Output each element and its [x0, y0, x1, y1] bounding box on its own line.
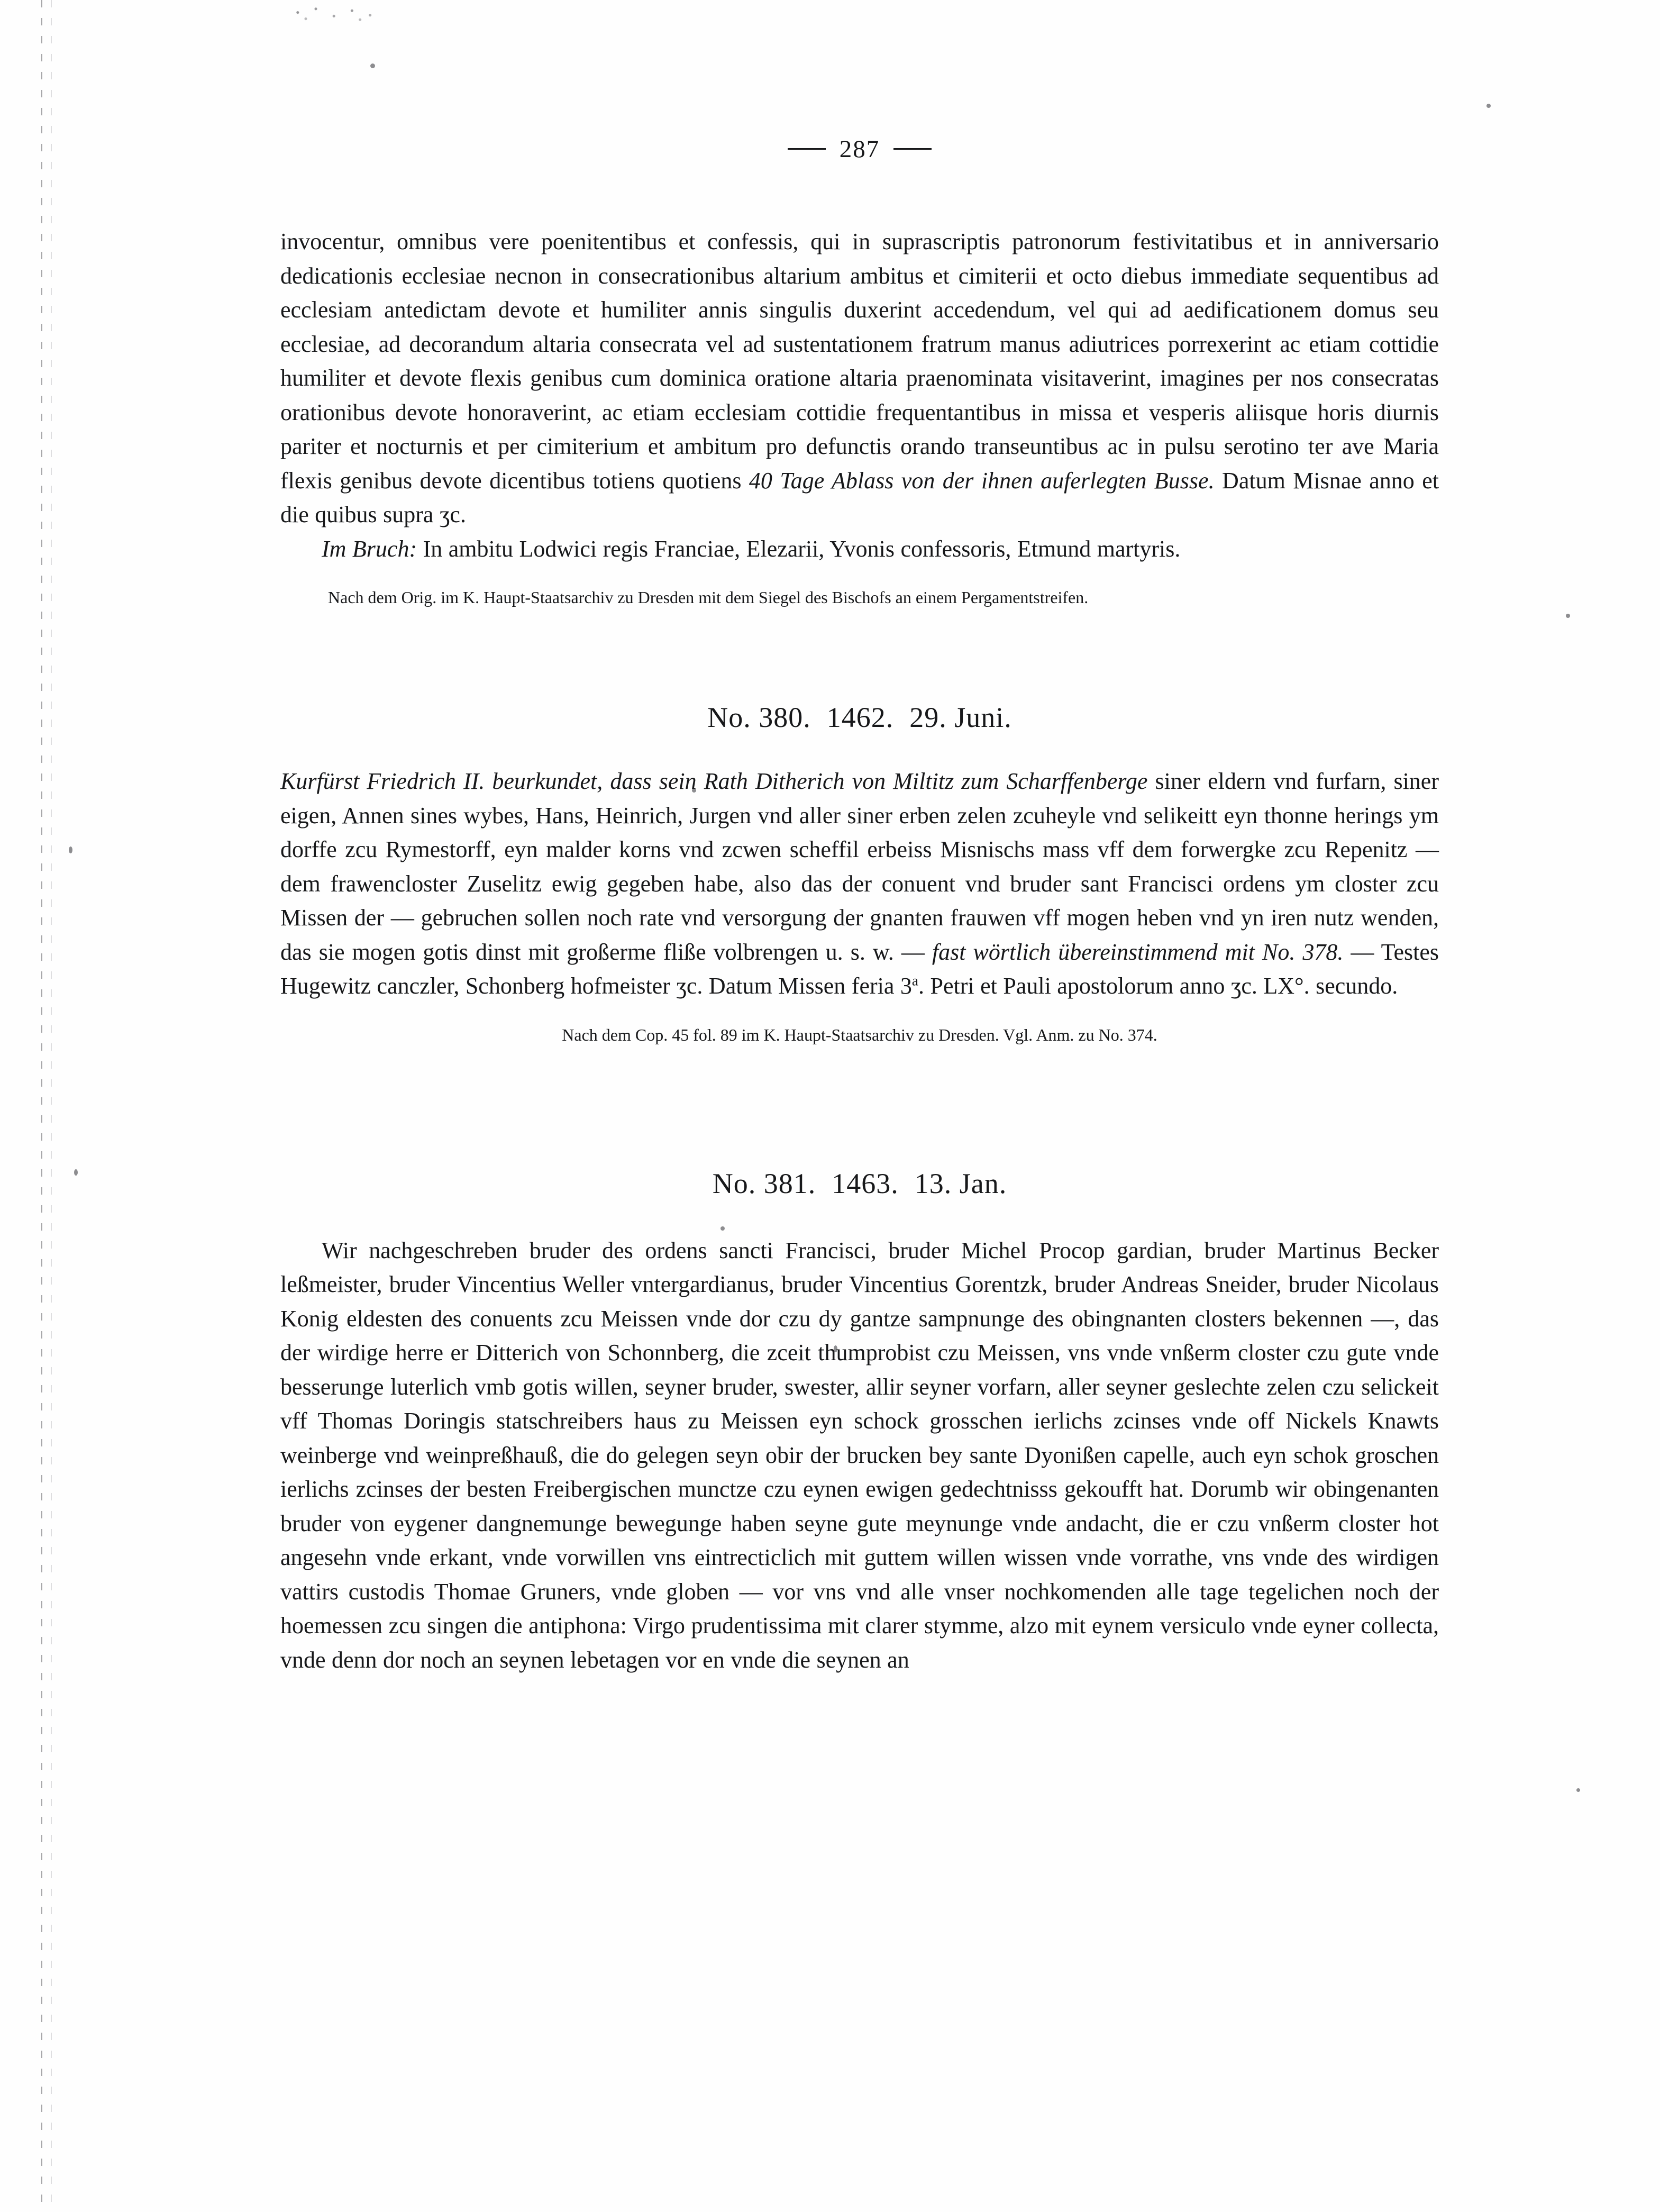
doc-380-year: 1462.	[826, 702, 894, 733]
doc-379-latin-text: invocentur, omnibus vere poenitentibus et confessis, qui in suprascriptis patronorum festivitatibus et in anniversario dedicationis ecclesiae necnon in consecrationibus altarium ambitus et cimiterii et octo diebus immediate sequentibus ad ecclesiam antedictam devote et humiliter annis singulis duxerint accedendum, vel qui ad aedificationem domus seu ecclesiae, ad decorandum altaria consecrata vel ad sustentationem fratrum manus adiutrices porrexerint ac etiam cottidie humiliter et devote flexis genibus cum dominica oratione altaria praenominata visitaverint, imagines per nos consecratas orationibus devote honoraverint, ac etiam ecclesiam cottidie frequentantibus in missa et vesperis aliisque horis diurnis pariter et nocturnis et per cimiterium et ambitum pro defunctis orando transeuntibus ac in pulsu serotino ter ave Maria flexis genibus devote dicentibus totiens quotiens	[280, 229, 1439, 494]
document-381-body	[280, 1234, 1439, 1678]
doc-380-number: No. 380.	[707, 702, 811, 733]
im-bruch-label: Im Bruch:	[322, 535, 417, 562]
doc-380-body-part-3: . Petri et Pauli apostolorum anno ʒc. LX°. secundo.	[918, 973, 1398, 999]
spacer-after-doc-380-heading	[280, 734, 1439, 764]
doc-380-crossreference-italic: fast wörtlich übereinstimmend mit No. 378.	[932, 939, 1344, 965]
doc-380-body-part-2: — Testes Hugewitz canczler, Schonberg hofmeister ʒc. Datum Missen feria 3	[280, 939, 1439, 999]
page-number: 287	[839, 135, 880, 163]
doc-380-ordinal-superscript: a	[911, 972, 918, 989]
document-380-heading	[280, 701, 1439, 734]
doc-381-body-text: Wir nachgeschreben bruder des ordens sancti Francisci, bruder Michel Procop gardian, bruder Martinus Becker leßmeister, bruder Vincentius Weller vntergardianus, bruder Vincentius Gorentzk, bruder Andreas Sneider, bruder Nicolaus Konig eldesten des conuents zcu Meissen vnde dor czu dy gantze sampnunge des obingnanten closters bekennen —, das der wirdige herre er Ditterich von Schonnberg, die zceit thumprobist czu Meissen, vns vnde vnßerm closter czu gute vnde besserunge luterlich vmb gotis willen, seyner bruder, swester, allir seyner vorfarn, aller seyner geslechte zelen czu selickeit vff Thomas Doringis statschreibers haus zu Meissen eyn schock grosschen ierlichs zcinses vnde off Nickels Knawts weinberge vnd weinpreßhauß, die do gelegen seyn obir der brucken bey sante Dyonißen capelle, auch eyn schok groschen ierlichs zcinses der besten Freibergischen munctze czu eynen ewigen gedechtnisss gekoufft hat. Dorumb wir obingenanten bruder von eygener dangnemunge bewegunge haben seyne gute meynunge vnde andacht, die er czu vnßerm closter hot angesehn vnde erkant, vnde vorwillen vns eintrecticlich mit guttem willen wissen vnde vorrathe, vns vnde des wirdigen vattirs custodis Thomae Gruners, vnde globen — vor vns vnd alle vnser nochkomenden alle tage tegelichen noch der hoemessen zcu singen die antiphona: Virgo prudentissima mit clarer stymme, alzo mit eynem versiculo vnde eyner collecta, vnde denn dor noch an seynen lebetagen vor en vnde die seynen an	[280, 1237, 1439, 1673]
document-379-im-bruch-paragraph	[280, 532, 1439, 567]
folio-header	[280, 135, 1439, 163]
source-note-text: Nach dem Orig. im K. Haupt-Staatsarchiv zu Dresden mit dem Siegel des Bischofs an einem Pergamentstreifen.	[328, 588, 1089, 607]
doc-379-indulgence-italic: 40 Tage Ablass von der ihnen auferlegten Busse.	[749, 467, 1215, 494]
scan-artifact-speckle	[74, 1169, 78, 1176]
scan-artifact-edge-line-secondary	[51, 0, 52, 2212]
spacer-before-doc-381	[280, 1048, 1439, 1167]
doc-379-datum-text: Datum Misnae anno et die quibus supra ʒc.	[280, 467, 1439, 527]
document-379-source-note	[280, 585, 1439, 610]
doc-381-date: 13. Jan.	[914, 1167, 1007, 1199]
document-379-continuation-paragraph	[280, 225, 1439, 532]
source-note-text: Nach dem Cop. 45 fol. 89 im K. Haupt-Staatsarchiv zu Dresden. Vgl. Anm. zu No. 374.	[562, 1025, 1157, 1044]
doc-381-year: 1463.	[832, 1167, 899, 1199]
doc-380-regest-italic: Kurfürst Friedrich II. beurkundet, dass sein Rath Ditherich von Miltitz zum Scharffenberge	[280, 768, 1148, 794]
folio-rule-left	[788, 148, 826, 150]
document-380-body	[280, 764, 1439, 1004]
document-381-heading	[280, 1167, 1439, 1200]
scan-artifact-speckle	[69, 846, 72, 853]
scan-artifact-speckle	[1486, 104, 1491, 108]
page-text-column	[280, 0, 1439, 1677]
im-bruch-text: In ambitu Lodwici regis Franciae, Elezarii, Yvonis confessoris, Etmund martyris.	[417, 535, 1181, 562]
doc-380-body-part-1: siner eldern vnd furfarn, siner eigen, Annen sines wybes, Hans, Heinrich, Jurgen vnd aller siner erben zelen zcuheyle vnd selikeitt eyn thonne herings ym dorffe zcu Rymestorff, eyn malder korns vnd zcwen scheffil erbeiss Misnischs mass vff dem forwergke zcu Repenitz — dem frawencloster Zuselitz ewig gegeben habe, also das der conuent vnd bruder sant Francisci ordens ym closter zcu Missen der — gebruchen sollen noch rate vnd versorgung der gnanten frauwen vff mogen heben vnd yn iren nutz wenden, das sie mogen gotis dinst mit großerme fliße volbrengen u. s. w. —	[280, 768, 1439, 965]
spacer-after-doc-381-heading	[280, 1200, 1439, 1234]
scan-artifact-speckle	[1566, 614, 1570, 618]
document-380-source-note	[280, 1023, 1439, 1048]
spacer-before-doc-380	[280, 610, 1439, 701]
scan-artifact-speckle	[1576, 1788, 1580, 1792]
doc-380-date: 29. Juni.	[909, 702, 1012, 733]
scan-artifact-edge-line	[41, 0, 42, 2212]
doc-381-number: No. 381.	[712, 1167, 816, 1199]
folio-rule-right	[893, 148, 932, 150]
